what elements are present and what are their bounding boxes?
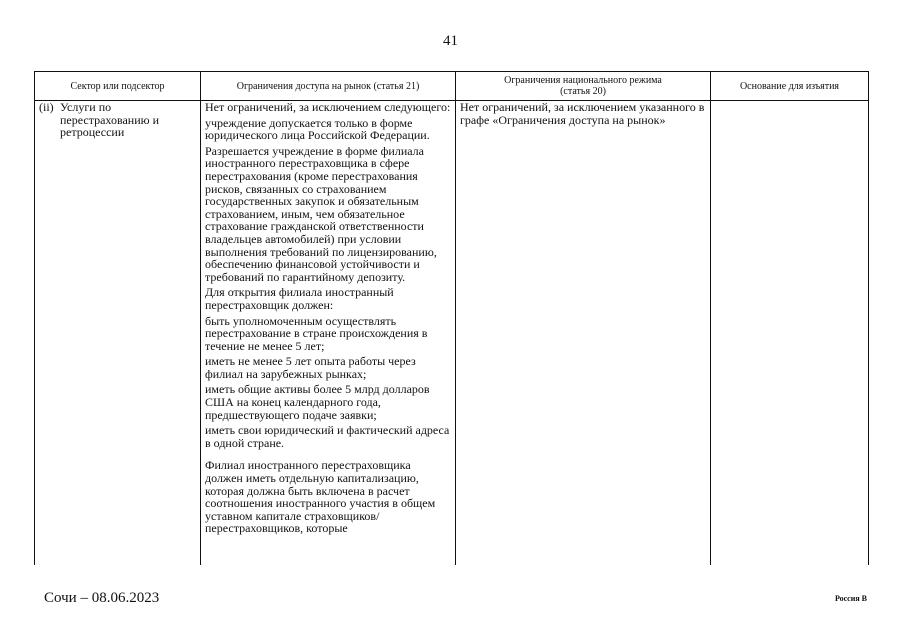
market-access-paragraph: Для открытия филиала иностранный перестраховщик должен:: [205, 285, 394, 312]
market-access-paragraph: Разрешается учреждение в форме филиала иностранного перестраховщика в сфере перестрахования (кроме перестрахования рисков, связанных со страхованием государственных закупок и обязательным страхованием, иным, чем обязательное страхование гражданской ответственности владельцев автомобилей) при условии выполнения требований по лицензированию, обеспечению финансовой устойчивости и требований по гарантийному депозиту.: [205, 143, 437, 284]
header-national-treatment-line2: (статья 20): [560, 86, 606, 97]
sector-number: (ii): [39, 100, 54, 114]
header-exemption-basis: Основание для изъятия: [711, 72, 869, 101]
header-market-access: Ограничения доступа на рынок (статья 21): [201, 72, 456, 101]
sector-entry: [39, 101, 196, 139]
market-access-paragraph: иметь общие активы более 5 млрд долларов США на конец календарного года, предшествующего подаче заявки;: [205, 382, 430, 422]
footer-mark: Россия В: [834, 594, 867, 603]
sector-name: Услуги по перестрахованию и ретроцессии: [60, 100, 160, 140]
market-access-paragraph: учреждение допускается только в форме юридического лица Российской Федерации.: [205, 115, 430, 143]
header-national-treatment: [456, 72, 711, 101]
table-row: [35, 101, 869, 566]
market-access-paragraph: иметь свои юридический и фактический адреса в одной стране.: [205, 423, 450, 450]
footer-place-date: Сочи – 08.06.2023: [44, 590, 160, 606]
market-access-paragraph: быть уполномоченным осуществлять перестрахование в стране происхождения в течение не менее 5 лет;: [205, 313, 428, 353]
market-access-paragraph: иметь не менее 5 лет опыта работы через филиал на зарубежных рынках;: [205, 354, 416, 381]
market-access-paragraph: Нет ограничений, за исключением следующего:: [205, 100, 451, 114]
header-sector: Сектор или подсектор: [35, 72, 201, 101]
cell-exemption-basis: [711, 101, 869, 566]
market-access-paragraph: Филиал иностранного перестраховщика должен иметь отдельную капитализацию, которая должна быть включена в расчет соотношения иностранного участия в общем уставном капитале страховщиков/перестраховщиков, которые: [205, 458, 436, 536]
header-national-treatment-line1: Ограничения национального режима: [504, 75, 662, 86]
cell-sector: [35, 101, 201, 566]
cell-market-access: [201, 101, 456, 566]
page-number: 41: [443, 33, 458, 49]
cell-national-treatment: [456, 101, 711, 566]
national-treatment-text: Нет ограничений, за исключением указанного в графе «Ограничения доступа на рынок»: [460, 100, 705, 127]
commitments-table: [34, 71, 869, 565]
table-header-row: [35, 72, 869, 101]
